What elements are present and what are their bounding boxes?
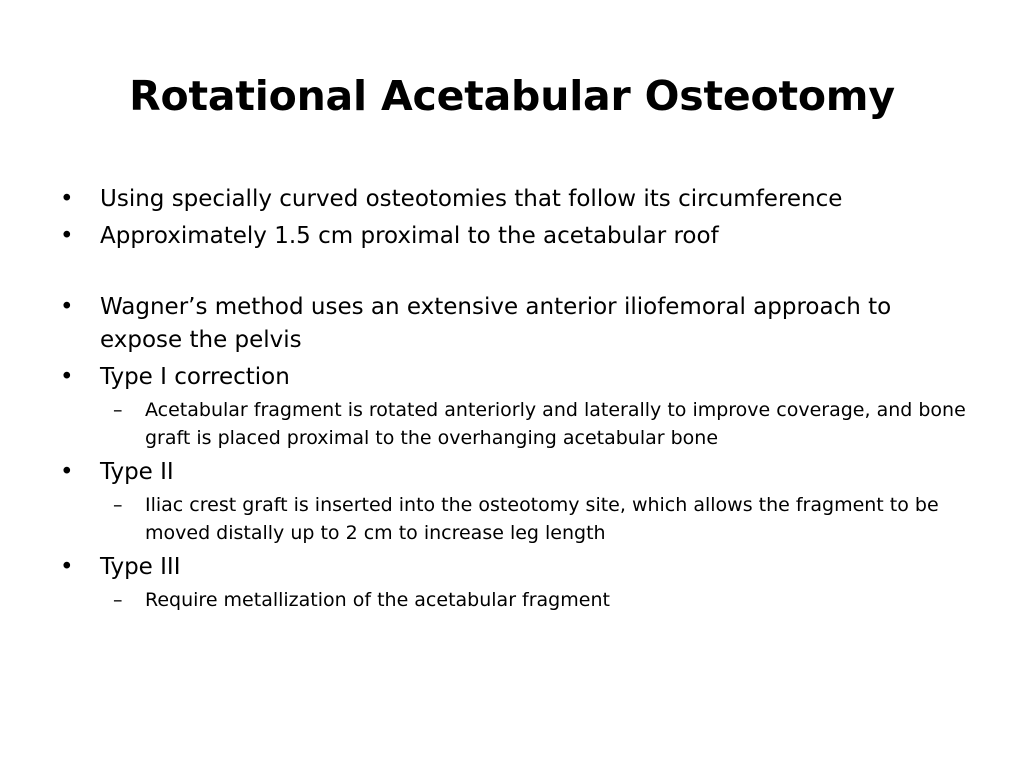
sub-bullet-text: Acetabular fragment is rotated anteriorly and laterally to improve coverage, and bone graft is placed proximal to the overhanging acetabular bone — [145, 399, 966, 449]
dash-icon: – — [113, 589, 123, 611]
bullet-icon: • — [60, 554, 74, 580]
bullet-text: Type I correction — [100, 364, 290, 390]
bullet-text: Using specially curved osteotomies that follow its circumference — [100, 186, 843, 212]
dash-icon: – — [113, 399, 123, 421]
slide-title: Rotational Acetabular Osteotomy — [129, 72, 895, 120]
bullet-item — [60, 361, 970, 394]
sub-bullet-text: Require metallization of the acetabular fragment — [145, 589, 610, 611]
bullet-text: Type III — [100, 554, 181, 580]
sub-bullet-item — [60, 396, 970, 452]
bullet-icon: • — [60, 364, 74, 390]
sub-bullet-item — [60, 491, 970, 547]
sub-bullet-text: Iliac crest graft is inserted into the osteotomy site, which allows the fragment to be moved distally up to 2 cm to increase leg length — [145, 494, 939, 544]
bullet-text: Wagner’s method uses an extensive anterior iliofemoral approach to expose the pelvis — [100, 294, 892, 353]
dash-icon: – — [113, 494, 123, 516]
bullet-icon: • — [60, 459, 74, 485]
bullet-item — [60, 291, 970, 357]
bullet-item — [60, 183, 970, 216]
bullet-icon: • — [60, 294, 74, 320]
bullet-text: Type II — [100, 459, 174, 485]
bullet-text: Approximately 1.5 cm proximal to the acetabular roof — [100, 223, 719, 249]
bullet-item — [60, 220, 970, 253]
bullet-item — [60, 456, 970, 489]
bullet-icon: • — [60, 223, 74, 249]
bullet-item — [60, 551, 970, 584]
slide-body — [60, 183, 970, 614]
bullet-icon: • — [60, 186, 74, 212]
sub-bullet-item — [60, 586, 970, 614]
